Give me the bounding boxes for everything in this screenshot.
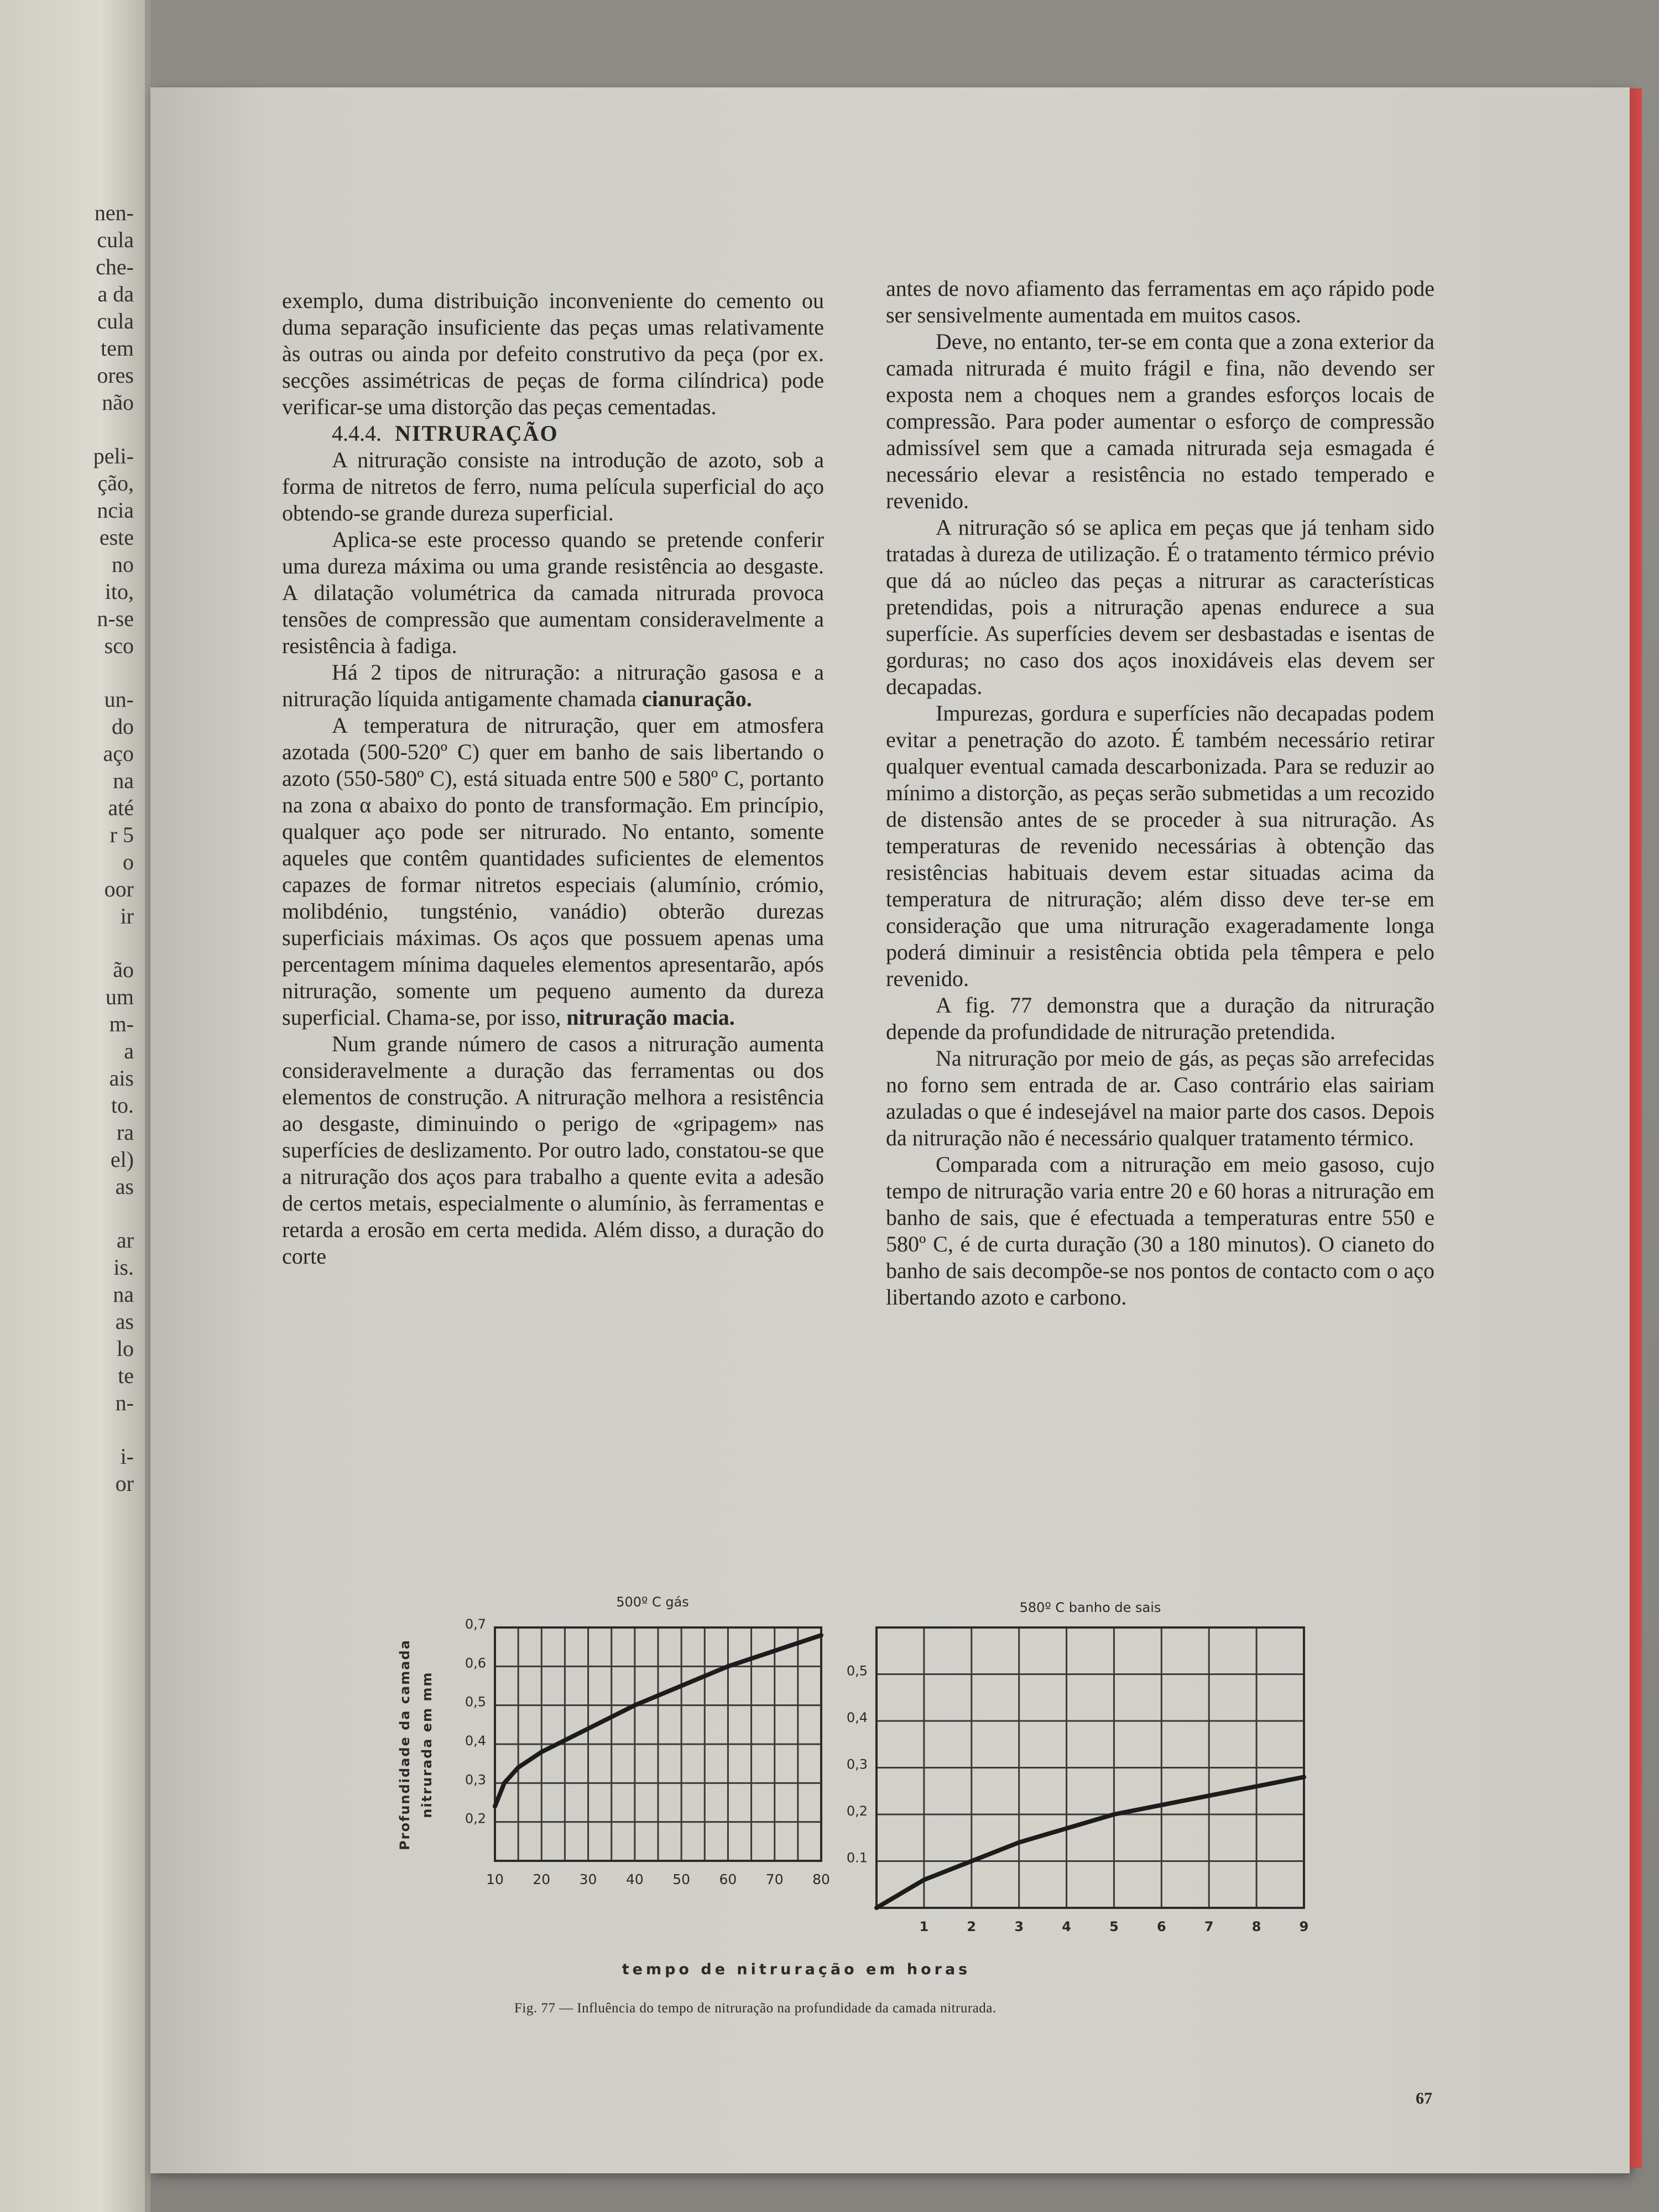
x-tick-label: 2 [967, 1919, 977, 1934]
y-tick-label: 0.1 [846, 1850, 868, 1866]
paragraph: A nitruração só se aplica em peças que já tenham sido tratadas à dureza de utilização. É o tratamento térmico prévio que dá ao núcleo das peças a nitrurar as características pretendidas, pois a nitruração apenas endurece a sua superfície. As superfícies devem ser desbastadas e isentas de gorduras; no caso dos aços inoxidáveis elas devem ser decapadas. [886, 515, 1434, 699]
y-axis-label: Profundidade da camada [397, 1639, 413, 1850]
left-page-fragment: el) [110, 1147, 134, 1172]
left-page-fragment: na [113, 1282, 134, 1307]
paragraph: Na nitruração por meio de gás, as peças são arrefecidas no forno sem entrada de ar. Caso contrário elas sairiam azuladas o que é indesejável na maior parte dos casos. Depois da nitruração não é necessário qualquer tratamento térmico. [886, 1046, 1434, 1150]
left-page-fragment: to. [111, 1093, 134, 1118]
left-page-fragment: a da [97, 281, 134, 306]
y-tick-label: 0,4 [465, 1733, 486, 1749]
left-page-edge [0, 0, 150, 2212]
left-page-fragment: n-se [97, 606, 134, 631]
paragraph: Comparada com a nitruração em meio gasoso, cujo tempo de nitruração varia entre 20 e 60 horas a nitruração em banho de sais, que é efectuada a temperaturas entre 550 e 580º C, é de curta duração (30 a 180 minutos). O cianeto do banho de sais decompõe-se nos pontos de contacto com o aço libertando azoto e carbono. [886, 1152, 1434, 1310]
left-page-fragment: até [108, 795, 134, 820]
left-page-fragment: sco [104, 633, 134, 658]
left-page-fragment: ão [113, 957, 134, 982]
left-page-fragment: lo [116, 1336, 134, 1361]
chart-title: 580º C banho de sais [1019, 1600, 1161, 1615]
paragraph-text: Há 2 tipos de nitruração: a nitruração gasosa e a nitruração líquida antigamente chamada [282, 660, 824, 711]
left-page-fragment: ar [116, 1228, 134, 1253]
section-number: 4.4.4. [332, 421, 382, 446]
figure-77 [387, 1584, 1360, 2027]
right-text-column [886, 275, 1434, 1311]
paragraph: A fig. 77 demonstra que a duração da nitruração depende da profundidade de nitruração pretendida. [886, 993, 1434, 1044]
left-page-fragment: ir [120, 904, 134, 928]
x-tick-label: 40 [625, 1871, 644, 1887]
x-tick-label: 5 [1109, 1919, 1119, 1934]
left-page-fragment: não [102, 390, 134, 415]
y-tick-label: 0,3 [465, 1772, 486, 1788]
left-page-fragment: un- [104, 687, 134, 712]
left-page-fragment: a [124, 1039, 134, 1063]
left-page-fragment: che- [96, 254, 134, 279]
left-page-fragment: r 5 [109, 822, 134, 847]
left-page-fragment: ores [97, 363, 134, 388]
paragraph [282, 712, 824, 1031]
x-tick-label: 1 [919, 1919, 929, 1934]
section-heading [282, 420, 824, 447]
paragraph: Impurezas, gordura e superfícies não decapadas podem evitar a penetração do azoto. É também necessário retirar qualquer eventual camada descarbonizada. Para se reduzir ao mínimo a distorção, as peças serão submetidas a um recozido de distensão antes de se proceder à sua nitruração. As temperaturas de revenido necessárias à obtenção das resistências habituais devem estar situadas acima da temperatura de nitruração; além disso deve ter-se em consideração que uma nitruração exageradamente longa poderá diminuir a resistência obtida pela têmpera e pelo revenido. [886, 701, 1434, 991]
y-axis-label: nitrurada em mm [419, 1671, 435, 1818]
left-page-fragment: ra [116, 1120, 134, 1145]
paragraph-continued: antes de novo afiamento das ferramentas em aço rápido pode ser sensivelmente aumentada em muitos casos. [886, 276, 1434, 327]
x-tick-label: 3 [1014, 1919, 1024, 1934]
y-tick-label: 0,3 [846, 1756, 868, 1772]
book-cover-edge [1630, 88, 1642, 2168]
bold-term: nitruração macia. [566, 1005, 735, 1030]
x-tick-label: 60 [719, 1871, 737, 1887]
left-page-fragment: este [99, 525, 134, 550]
nitriding-depth-chart [387, 1584, 1360, 2027]
left-page-fragment: cula [97, 227, 134, 252]
x-tick-label: 4 [1062, 1919, 1071, 1934]
left-page-fragment: m- [109, 1011, 134, 1036]
figure-caption: Fig. 77 — Influência do tempo de nitruração na profundidade da camada nitrurada. [514, 2001, 997, 2016]
bold-term: cianuração. [641, 686, 752, 711]
y-tick-label: 0,2 [465, 1811, 486, 1827]
section-title: NITRURAÇÃO [395, 421, 559, 446]
y-tick-label: 0,2 [846, 1803, 868, 1819]
left-page-fragment: no [112, 552, 134, 577]
left-page-fragment: te [118, 1363, 134, 1388]
paragraph: Deve, no entanto, ter-se em conta que a zona exterior da camada nitrurada é muito frágil e fina, não devendo ser exposta nem a choques nem a grandes esforços locais de compressão. Para poder aumentar o esforço de compressão admissível sem que a camada nitrurada seja esmagada é necessário elevar a resistência no estado temperado e revenido. [886, 329, 1434, 513]
x-tick-label: 9 [1299, 1919, 1309, 1934]
left-page-fragment: o [123, 849, 134, 874]
left-page-fragment: ais [109, 1066, 134, 1091]
x-tick-label: 70 [765, 1871, 784, 1887]
left-page-fragment: is. [113, 1255, 134, 1280]
x-tick-label: 10 [486, 1871, 504, 1887]
paragraph-text: A temperatura de nitruração, quer em atmosfera azotada (500-520º C) quer em banho de sais libertando o azoto (550-580º C), está situada entre 500 e 580º C, portanto na zona α abaixo do ponto de transformação. Em princípio, qualquer aço pode ser nitrurado. No entanto, somente aqueles que contêm quantidades suficientes de elementos capazes de formar nitretos especiais (alumínio, crómio, molibdénio, tungsténio, vanádio) obterão durezas superficiais máximas. Os aços que possuem apenas uma percentagem mínima daqueles elementos apresentarão, após nitruração, somente um pequeno aumento da dureza superficial. Chama-se, por isso, [282, 713, 824, 1030]
paragraph: Num grande número de casos a nitruração aumenta consideravelmente a duração das ferramentas ou dos elementos de construção. A nitruração melhora a resistência ao desgaste, diminuindo o perigo de «gripagem» nas superfícies de deslizamento. Por outro lado, constatou-se que a nitruração dos aços para trabalho a quente evita a adesão de certos metais, especialmente o alumínio, às ferramentas e retarda a erosão em certa medida. Além disso, a duração do corte [282, 1031, 824, 1269]
x-tick-label: 7 [1204, 1919, 1214, 1934]
left-page-fragment: um [105, 984, 134, 1009]
left-page-fragment: i- [120, 1444, 134, 1469]
y-tick-label: 0,4 [846, 1710, 868, 1725]
x-tick-label: 50 [672, 1871, 691, 1887]
x-tick-label: 8 [1251, 1919, 1261, 1934]
x-tick-label: 6 [1156, 1919, 1166, 1934]
left-page-fragment: as [115, 1309, 134, 1334]
left-text-column [282, 288, 824, 1270]
left-page-fragment: cula [97, 309, 134, 333]
left-page-fragment: oor [104, 877, 134, 901]
y-tick-label: 0,5 [465, 1694, 486, 1710]
left-page-fragment: do [112, 714, 134, 739]
y-tick-label: 0,7 [465, 1616, 486, 1632]
left-page-fragment: tem [101, 336, 134, 361]
chart-title: 500º C gás [616, 1594, 689, 1610]
paragraph-intro: exemplo, duma distribuição inconveniente do cemento ou duma separação insuficiente das peças umas relativamente às outras ou ainda por defeito construtivo da peça (por ex. secções assimétricas de peças de forma cilíndrica) pode verificar-se uma distorção das peças cementadas. [282, 288, 824, 419]
left-page-fragment: or [115, 1471, 134, 1496]
left-page-fragment: ncia [97, 498, 134, 523]
left-page-fragment: as [115, 1174, 134, 1199]
left-page-fragment: na [113, 768, 134, 793]
y-tick-label: 0,5 [846, 1663, 868, 1679]
left-page-fragment: n- [115, 1390, 134, 1415]
series-line-580c-bath [877, 1777, 1304, 1908]
left-page-fragment: nen- [94, 200, 134, 225]
left-page-fragment: aço [103, 741, 134, 766]
left-page-fragment: peli- [93, 444, 134, 468]
x-tick-label: 30 [579, 1871, 597, 1887]
paragraph: A nitruração consiste na introdução de azoto, sob a forma de nitretos de ferro, numa película superficial do aço obtendo-se grande dureza superficial. [282, 447, 824, 525]
left-page-fragment: ito, [105, 579, 134, 604]
x-tick-label: 80 [812, 1871, 830, 1887]
paragraph: Aplica-se este processo quando se pretende conferir uma dureza máxima ou uma grande resistência ao desgaste. A dilatação volumétrica da camada nitrurada provoca tensões de compressão que aumentam consideravelmente a resistência à fadiga. [282, 527, 824, 658]
x-axis-label: tempo de nitruração em horas [622, 1961, 971, 1978]
y-tick-label: 0,6 [465, 1655, 486, 1671]
page-number: 67 [1416, 2089, 1432, 2107]
x-tick-label: 20 [533, 1871, 551, 1887]
paragraph [282, 659, 824, 712]
left-page-fragment: ção, [97, 471, 134, 495]
